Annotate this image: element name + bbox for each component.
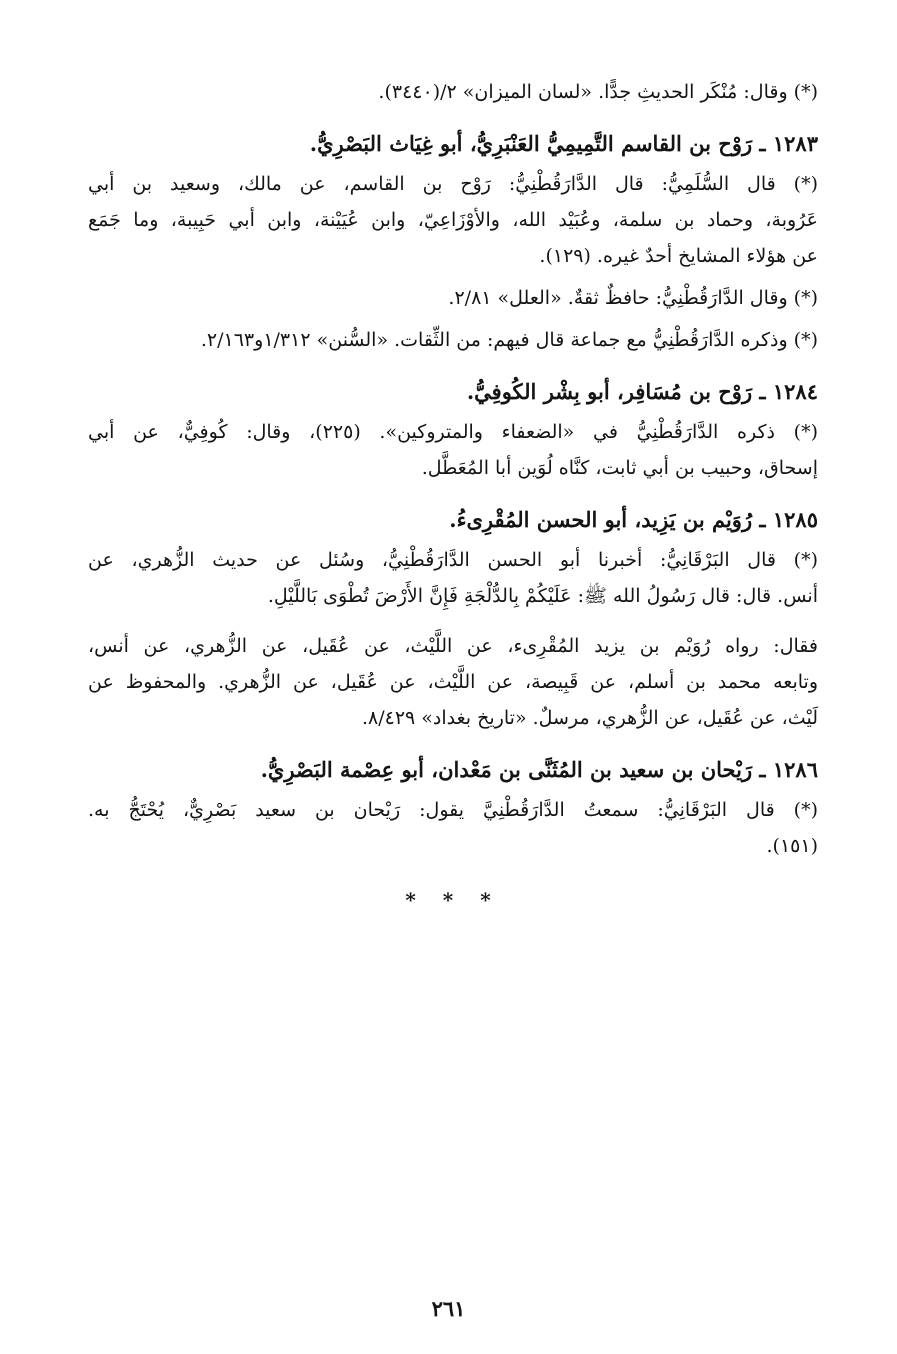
text-line: (*) وذكره الدَّارَقُطْنِيُّ مع جماعة قال فيهم: من الثِّقات. «السُّنن» ١/٣١٢و٢/١٦٣. — [200, 329, 818, 351]
entry-heading-1283: ١٢٨٣ ـ رَوْح بن القاسم التَّمِيمِيُّ العَنْبَرِيُّ، أبو غِيَاث البَصْرِيُّ. — [309, 131, 818, 156]
page-body — [88, 74, 818, 932]
text-line: (*) قال السُّلَمِيُّ: قال الدَّارَقُطْنِيُّ: رَوْح بن القاسم، عن مالك، وسعيد بن أبي — [88, 173, 818, 195]
section-divider: * * * — [405, 888, 501, 912]
text-line: (*) قال البَرْقَانِيُّ: أخبرنا أبو الحسن الدَّارَقُطْنِيُّ، وسُئل عن حديث الزُّهري، عن — [88, 549, 818, 571]
text-line: وتابعه محمد بن أسلم، عن قَبِيصة، عن اللَّيْث، عن عُقَيل، عن الزُّهري. والمحفوظ عن — [88, 671, 818, 693]
text-line: إسحاق، وحبيب بن أبي ثابت، كنَّاه لُوَين أبا المُعَطَّل. — [421, 457, 818, 479]
text-line: (*) قال البَرْقَانِيُّ: سمعتُ الدَّارَقُطْنِيَّ يقول: رَيْحان بن سعيد بَصْرِيٌّ، يُحْتَجُّ به. — [88, 799, 818, 821]
text-line: عن هؤلاء المشايخ أحدٌ غيره. (١٢٩). — [539, 245, 818, 267]
text-line: (*) وقال الدَّارَقُطْنِيُّ: حافظٌ ثقةٌ. «العلل» ٢/٨١. — [448, 287, 818, 309]
text-line: (١٥١). — [766, 835, 818, 857]
entry-heading-1285: ١٢٨٥ ـ رُوَيْم بن يَزِيد، أبو الحسن المُقْرِىءُ. — [449, 507, 818, 532]
entry-heading-1286: ١٢٨٦ ـ رَيْحان بن سعيد بن المُثَنَّى بن مَعْدان، أبو عِصْمة البَصْرِيُّ. — [260, 757, 818, 782]
text-line: (*) وقال: مُنْكَر الحديثِ جدًّا. «لسان الميزان» ٢/(٣٤٤٠). — [378, 81, 818, 103]
text-line: (*) ذكره الدَّارَقُطْنِيُّ في «الضعفاء والمتروكين». (٢٢٥)، وقال: كُوفِيٌّ، عن أبي — [88, 421, 818, 443]
text-line: فقال: رواه رُوَيْم بن يزيد المُقْرِىء، عن اللَّيْث، عن عُقَيل، عن الزُّهري، عن أنس، — [88, 635, 818, 657]
text-line: عَرُوبة، وحماد بن سلمة، وعُبَيْد الله، والأوْزَاعِيّ، وابن عُيَيْنة، وابن أبي حَبِيبة، وما جَمَع — [88, 209, 818, 231]
page-number: ٢٦١ — [431, 1296, 466, 1321]
text-line: لَيْث، عن عُقَيل، عن الزُّهري، مرسلٌ. «تاريخ بغداد» ٨/٤٢٩. — [361, 707, 818, 729]
text-line: أنس. قال: قال رَسُولُ الله ﷺ: عَلَيْكُمْ بِالدُّلْجَةِ فَإِنَّ الأَرْضَ تُطْوَى بَاللَّيْلِ. — [267, 585, 818, 607]
entry-heading-1284: ١٢٨٤ ـ رَوْح بن مُسَافِر، أبو بِشْر الكُوفِيُّ. — [466, 379, 818, 404]
